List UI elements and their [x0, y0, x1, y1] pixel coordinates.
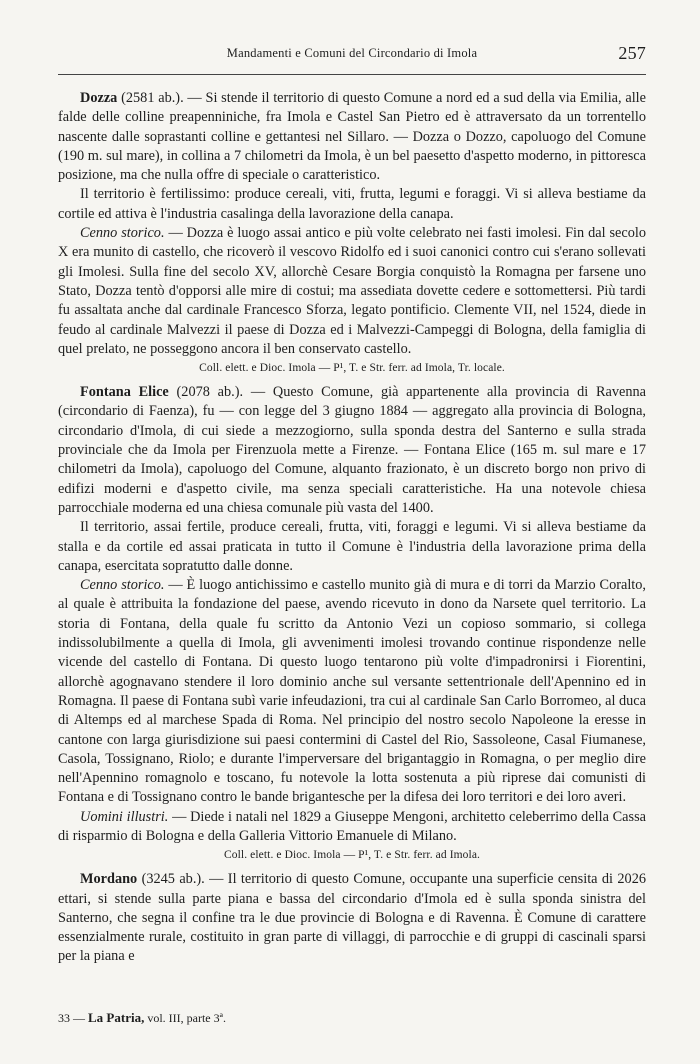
- paragraph: [58, 518, 646, 576]
- paragraph: [58, 870, 646, 966]
- paragraph-text: — Il territorio di questo Comune, occupante una superficie censita di 2026 ettari, si stende sulla parte piana e bassa del circondario d'Imola ed è sulla sponda sinistra del Santerno, che segna il confine tra le due provincie di Bologna e di Ravenna. È Comune di carattere essenzialmente rurale, costituito in gran parte di villaggi, di parrocchie e di gruppi di cascinali sparsi per la piana e: [58, 871, 646, 965]
- entry-title: Fontana Elice: [80, 384, 169, 401]
- header-rule: [58, 74, 646, 75]
- footer-dash: —: [73, 1011, 85, 1025]
- signature-mark: 33: [58, 1011, 70, 1025]
- entry-title: Dozza: [80, 90, 118, 106]
- paragraph-text: — È luogo antichissimo e castello munito già di mura e di torri da Marzio Coralto, al quale è attribuita la fondazione del paese, avendo ricevuto in dono da Narsete quel territorio. La storia di Fontana, della quale fu scritto da Antonio Vezi un copioso sommario, si collega indissolubilmente a quella di Imola, gli avvenimenti imolesi trovando continue rispondenze nelle vicende del castello di Fontana. Di questo luogo tentarono più volte d'impadronirsi i Fiorentini, allorchè agognavano stendere il loro dominio anche sul versante settentrionale dell'Apennino ed in Romagna. Il paese di Fontana subì varie infeudazioni, tra cui al cardinale San Carlo Borromeo, al duca di Altemps ed al marchese Spada di Roma. Nel principio del nostro secolo Napoleone la eresse in cantone con larga giurisdizione sui paesi contermini di Castel del Rio, Sassoleone, Casal Fiumanese, Casola, Tossignano, Riolo; e durante l'imperversare del brigantaggio in Romagna, o per meglio dire nell'Apennino romagnolo e toscano, fu notevole la lotta sostenuta a più riprese dai comunisti di Fontana e di Tossignano contro le bande brigantesche per la difesa dei loro territori e dei loro averi.: [58, 577, 646, 806]
- paragraph-text: — Questo Comune, già appartenente alla provincia di Ravenna (circondario di Faenza), fu — con legge del 3 giugno 1884 — aggregato alla provincia di Bologna, circondario d'Imola, di cui siede a mezzogiorno, sulla sponda destra del Santerno e sulla strada provinciale che da Imola per Firenzuola mette a Firenze. — Fontana Elice (165 m. sul mare e 17 chilometri da Imola), capoluogo del Comune, alquanto frazionato, è un discreto borgo non privo di edifizi moderni e d'aspetto civile, ma senza speciali caratteristiche. Ha una notevole chiesa parrocchiale moderna ed una chiesa comunale più vasta del 1400.: [58, 384, 646, 516]
- paragraph: [58, 89, 646, 185]
- entry-fontana-elice: [58, 383, 646, 864]
- running-header: [58, 43, 646, 70]
- volume-info: vol. III, parte 3ª.: [147, 1011, 226, 1025]
- body-text: [58, 89, 646, 967]
- paragraph-text: Il territorio è fertilissimo: produce cereali, viti, frutta, legumi e foraggi. Vi si alleva bestiame da cortile ed attiva è l'industria casalinga della lavorazione della canapa.: [58, 186, 646, 222]
- running-title: Mandamenti e Comuni del Circondario di Imola: [226, 46, 478, 60]
- paragraph-text: — Diede i natali nel 1829 a Giuseppe Mengoni, architetto celeberrimo della Cassa di risparmio di Bologna e della Galleria Vittorio Emanuele di Milano.: [58, 808, 646, 844]
- inhabitants: (3245 ab.).: [141, 871, 205, 888]
- collegio-line: Coll. elett. e Dioc. Imola — P¹, T. e Str. ferr. ad Imola.: [223, 849, 481, 862]
- entry-dozza: [58, 89, 646, 377]
- paragraph-text: Il territorio, assai fertile, produce cereali, frutta, viti, foraggi e legumi. Vi si alleva bestiame da stalla e da cortile ed assai praticata in tutto il Comune è l'industria della lavorazione prima della canapa, esercitata sopratutto dalle donne.: [58, 519, 646, 574]
- section-lead: Cenno storico.: [80, 577, 165, 594]
- paragraph: [58, 383, 646, 518]
- entry-mordano: [58, 870, 646, 966]
- paragraph: [58, 185, 646, 224]
- paragraph-text: — Dozza è luogo assai antico e più volte celebrato nei fasti imolesi. Fin dal secolo X era munito di castello, che ricoverò il vescovo Ridolfo ed i suoi canonici contro cui s'erano sollevati gli Imolesi. Sulla fine del secolo XV, allorchè Cesare Borgia conquistò la Romagna per farsene uno Stato, Dozza tentò d'opporsi alle mire di costui; ma assediata dovette cedere e sottomettersi. Più tardi fu assaltata anche dal cardinale Francesco Sforza, legato pontificio. Clemente VII, nel 1524, diede in feudo al cardinale Malvezzi il paese di Dozza ed i Malvezzi-Campeggi di Bologna, della famiglia di quel prelato, ne posseggono ancora il ben conservato castello.: [58, 225, 646, 357]
- section-lead: Uomini illustri.: [80, 808, 169, 825]
- page-footer: [58, 1010, 226, 1026]
- paragraph: [58, 576, 646, 808]
- paragraph-text: — Si stende il territorio di questo Comune a nord ed a sud della via Emilia, alle falde delle colline preapenniniche, fra Imola e Castel San Pietro ed è attraversato da un torrentello nascente dalle soprastanti colline e gettantesi nel Sillaro. — Dozza o Dozzo, capoluogo del Comune (190 m. sul mare), in collina a 7 chilometri da Imola, è un bel paesetto d'aspetto moderno, in pittoresca posizione, ma che nulla offre di speciale o caratteristico.: [58, 90, 646, 184]
- entry-title: Mordano: [80, 871, 138, 888]
- paragraph: [58, 808, 646, 847]
- inhabitants: (2078 ab.).: [176, 384, 244, 401]
- inhabitants: (2581 ab.).: [121, 90, 184, 106]
- section-lead: Cenno storico.: [80, 225, 165, 242]
- collegio-line: Coll. elett. e Dioc. Imola — P¹, T. e Str. ferr. ad Imola, Tr. locale.: [199, 362, 505, 375]
- series-title: La Patria,: [88, 1010, 145, 1025]
- paragraph: [58, 224, 646, 359]
- page-number: 257: [618, 43, 646, 63]
